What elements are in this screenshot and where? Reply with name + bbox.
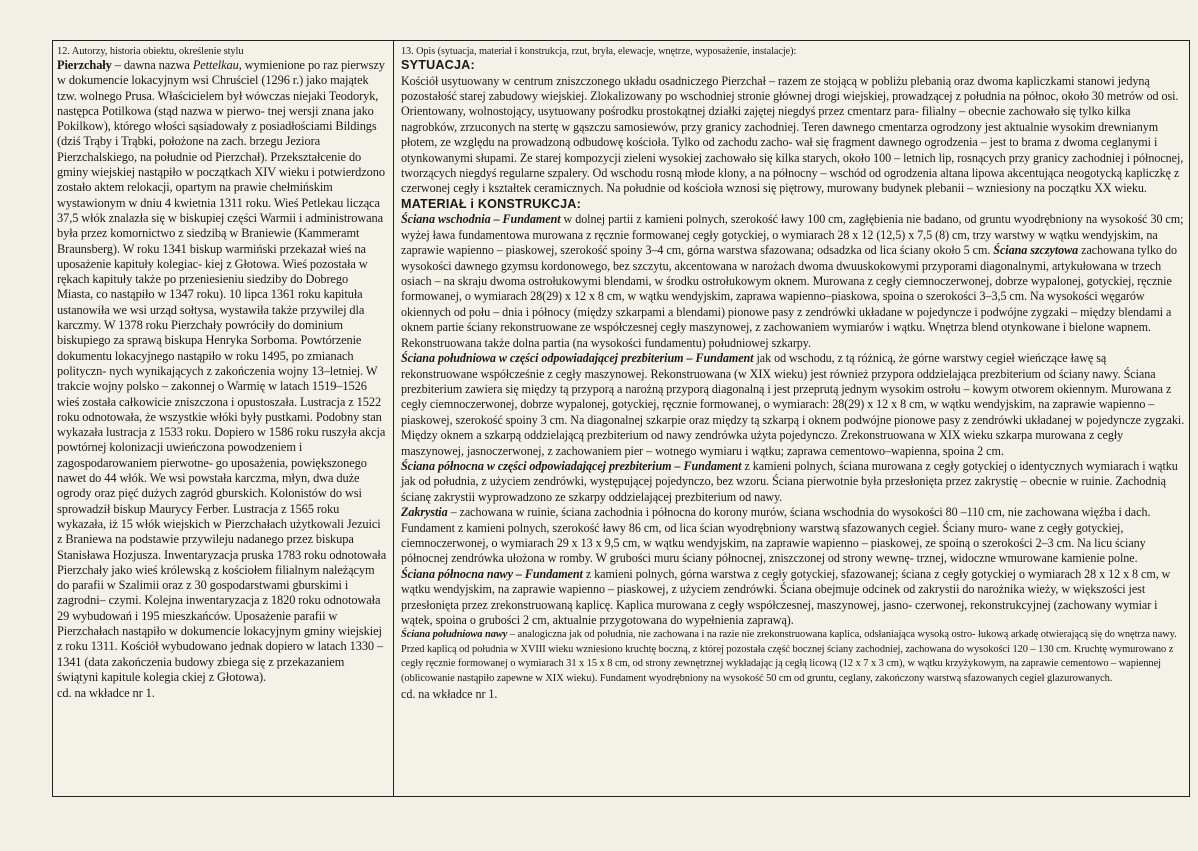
history-footer: cd. na wkładce nr 1. — [57, 686, 155, 701]
column-divider — [393, 41, 394, 796]
north-nave-lead: Ściana północna nawy – Fundament — [401, 566, 583, 581]
north-presbytery-text: z kamieni polnych, ściana murowana z cegły gotyckiej o identycznych wymiarach i wątku jak od południa, z użyciem zendrówki, występującej pojedynczo, bez wzoru. Ściana pierwotnie była przesłonięta przez zakrystię – obecnie w ruinie. Zachodnią ścianę zakrystii wyprowadzono ze szkarpy oddzielającej prezbiterium od nawy. — [401, 458, 1178, 504]
east-wall-text: w dolnej partii z kamieni polnych, szerokość ławy 100 cm, zagłębienia nie badano, od gruntu wyodrębniony na wysokość 30 cm; wyżej ława fundamentowa murowana z ręcznie formowanej cegły gotyckiej, o wymiarach 28 x 12 (12,5) x 7,5 (8) cm, trzy warstwy w wątku wendyjskim, na zaprawie wapienno – piaskowej, szerokość spoiny 3–4 cm, górna warstwa sfazowana; odsadzka od lica ściany około 5 cm. — [401, 212, 1184, 258]
history-lead-bold: Pierzchały — [57, 58, 112, 72]
history-column — [57, 45, 387, 701]
south-nave-lead: Ściana południowa nawy — [401, 629, 508, 641]
east-wall-lead: Ściana wschodnia – Fundament — [401, 212, 561, 227]
description-column — [401, 45, 1185, 702]
paragraph-north-nave — [401, 567, 1185, 629]
history-body — [57, 58, 387, 685]
sytuacja-text: Kościół usytuowany w centrum zniszczonego układu osadniczego Pierzchał – razem ze stojącą w pobliżu plebanią oraz dwoma kapliczkami stanowi jedyną pozostałość starej zabudowy wiejskiej. Zlokalizowany po wschodniej stronie głównej drogi wiejskiej, prowadzącej z południa na północ, około 30 metrów od osi. Orientowany, wolnostojący, usytuowany pośrodku prostokątnej działki zajętej niegdyś przez cmentarz para- filialny – obecnie zachowało się tylko kilka nagrobków, zrzuconych na stertę w gąszczu samosiewów, przy granicy zachodniej. Teren dawnego cmentarza ogrodzony jest aktualnie wysokim drewnianym płotem, ze względu na prowadzoną odbudowę kościoła. Tylko od zachodu zacho- wał się fragment dawnego ogrodzenia – jest to brama z dwoma ceglanymi i otynkowanymi słupami. Ze starej kompozycji zieleni wysokiej zachowało się kilka starych, około 100 – letnich lip, rosnących przy granicy zachodniej i północnej, tworzących niegdyś regularne szpalery. Od wschodu rosną młode klony, a na północny – wschód od ogrodzenia altana lipowa akcentująca neogotycką kapliczkę z czerwonej cegły i kształtek ceramicznych. Na południe od kościoła wznosi się piętrowy, murowany budynek plebanii – wzniesiony na początku XX wieku. — [401, 73, 1184, 196]
history-header: 12. Autorzy, historia obiektu, określenie stylu — [57, 46, 244, 57]
history-lead-italic: Pettelkau, — [192, 58, 242, 72]
history-text: wymienione po raz pierwszy w dokumencie lokacyjnym wsi Chruściel (1296 r.) jako majątek tzw. wolnego Prusa. Właścicielem był wówczas niejaki Teodoryk, następca Potilkowa (stąd nazwa w pierwo- tnej wersji znana jako Pokilkow), którego włości sąsiadowały z posiadłościami Bildings (dziś Trąby i Trąbki, położone na zach. brzegu Jeziora Pierzchalskiego, na południe od Pierzchał). Przekształcenie do gminy wiejskiej nastąpiło w początkach XIV wieku i potwierdzono zostało aktem relokacji, opartym na prawie chełmińskim wystawionym w dniu 4 kwietnia 1311 roku. Wieś Petlekau licząca 37,5 włók znalazła się w biskupiej części Warmii i administrowana była przez komornictwo z siedzibą w Braniewie (Kammeramt Braunsberg). W roku 1341 biskup warmiński przekazał wieś na uposażenie kapituły kolegiac- kiej z Głotowa. Wieś pozostała w rękach kapituły także po przeniesieniu siedziby do Dobrego Miasta, co nastąpiło w 1347 roku). 10 lipca 1361 roku kapituła ustanowiła we wsi urząd sołtysa, wystawiła także przywilej dla karczmy. W 1378 roku Pierzchały powróciły do dominium biskupiego za sprawą biskupa Henryka Sorboma. Powtórzenie dokumentu lokacyjnego nastąpiło w roku 1495, po zmianach polityczn- nych wynikających z zakończenia wojny 13–letniej. W trakcie wojny polsko – zakonnej o Warmię w latach 1519–1526 wieś została całkowicie zniszczona i opustoszała. Lustracja z 1522 roku odnotowała, że wszystkie włóki były pustkami. Podobny stan wykazała lustracja z 1533 roku. Dopiero w 1586 roku ruszyła akcja powtórnej kolonizacji uwieńczona powodzeniem i zagospodarowaniem pierwotne- go uposażenia, powiększonego nawet do 44 włók. We wsi powstała karczma, młyn, dwa duże ogrody oraz pięć dużych zagród gburskich. Kolonistów do wsi sprowadził biskup Maurycy Ferber. Lustracja z 1565 roku wykazała, iż 15 włók wiejskich w Pierzchałach użytkowali Jezuici z Braniewa na podstawie przywileju nadanego przez biskupa Stanisława Hozjusza. Inwentaryzacja pruska 1783 roku odnotowała Pierzchały jako wieś królewską z kościołem filialnym należącym do parafii w Szalimii oraz z 30 gospodarstwami gburskimi i zagrodni– czymi. Kolejna inwentaryzacja z 1820 roku odnotowała 29 wybudowań i 195 mieszkańców. Uposażenie parafii w Pierzchałach nastąpiło w dokumencie lokacyjnym gminy wiejskiej z roku 1311. Kościół wybudowano jednak dopiero w latach 1330 – 1341 (data zakończenia budowy zbiega się z przekazaniem świątyni kapitule kolegia ckiej z Głotowa). — [57, 58, 387, 684]
sytuacja-title: SYTUACJA: — [401, 58, 475, 72]
history-lead-text: – dawna nazwa — [111, 58, 193, 72]
south-presbytery-lead: Ściana południowa w części odpowiadającej prezbiterium – Fundament — [401, 351, 754, 366]
north-presbytery-lead: Ściana północna w części odpowiadającej prezbiterium – Fundament — [401, 458, 742, 473]
description-header: 13. Opis (sytuacja, materiał i konstrukcja, rzut, bryła, elewacje, wnętrze, wyposażenie, instalacje): — [401, 46, 797, 57]
paragraph-north-presbytery — [401, 459, 1185, 505]
paragraph-east-wall — [401, 212, 1185, 351]
paragraph-south-presbytery — [401, 351, 1185, 459]
material-title: MATERIAŁ i KONSTRUKCJA: — [401, 196, 581, 211]
south-presbytery-text: jak od wschodu, z tą różnicą, że górne warstwy cegieł wieńczące ławę są rekonstruowane współcześnie z cegły maszynowej. Rekonstruowana (w XIX wieku) jest również przypora oddzielająca prezbiterium od ściany nawy. Ściana prezbiterium zawiera się między tą przyporą a narożną przyporą diagonalną i jest przeprutą jednym wysokim ostrołu – kowym otworem okiennym. Murowana z cegły ciemnoczerwonej, dobrze wypalonej, gotyckiej, ręcznie formowanej, o wymiarach: 28(29) x 12 x 8 cm, w wątku wendyjskim, na zaprawie wapienno – piaskowej, szerokość spoiny 3 cm. Na diagonalnej szkarpie oraz między tą szkarpą i oknem podwójne pionowe pasy z zendrówki układanej w pojedyncze zygzaki. Między oknem a szkarpą oddzielającą prezbiterium od nawy zendrówka użyta pojedynczo. Zrekonstruowana w XIX wieku szkarpa murowana z cegły maszynowej, jasnoczerwonej, z zachowaniem pier – wotnego wymiaru i wątku; zaprawa cementowo–wapienna, spoina 2 cm. — [401, 351, 1185, 458]
gable-wall-text: zachowana tylko do wysokości dawnego gzymsu kordonowego, bez szczytu, akcentowana w narożach dwoma dwuuskokowymi przyporami diagonalnymi, artykułowana w trzech osiach – na skraju dwoma ostrołukowymi blendami, w środku ostrołukowym oknem. Murowana z cegły ciemnoczerwonej, dobrze wypalonej, gotyckiej, ręcznie formowanej, o wymiarach 28(29) x 12 x 8 cm, w wątku wendyjskim, zaprawa wapienno–piaskowa, spoina o szerokości 3–3,5 cm. Na wysokości węgarów okiennych od połu – dnia i północy (między szkarpami a blendami) pionowe pasy z zendrówki układane w pojedyncze i podwójne zygzaki – między blendami a oknem partie ściany rekonstruowane ze współczesnej cegły maszynowej, z zachowaniem wymiarów i wątku. Wnętrza blend otynkowane i bielone wapnem. Rekonstruowana także dolna partia (na wysokości fundamentu) południowej szkarpy. — [401, 243, 1177, 350]
document-sheet — [52, 40, 1190, 797]
south-nave-text: – analogiczna jak od południa, nie zachowana i na razie nie zrekonstruowana kaplica, odsłaniająca wysoką ostro- łukową arkadę otwierającą się do wnętrza nawy. Przed kaplicą od południa w XVIII wieku wzniesiono kruchtę boczną, z której pozostała część bocznej ściany zachodniej, zachowana do wysokości 120 – 130 cm. Kruchtę wymurowano z cegły ręcznie formowanej o wymiarach 31 x 15 x 8 cm, od strony zewnętrznej wykładając ją cegłą licową (12 x 7 x 3 cm), w wątku krzyżykowym, na zaprawie cementowo – wapiennej (oblicowanie nastąpiło zapewne w XIX wieku). Fundament wyodrębniony na wysokość 50 cm od gruntu, ceglany, zakończony warstwą sfazowanych cegieł glazurowanych. — [401, 629, 1177, 684]
gable-wall-lead: Ściana szczytowa — [993, 243, 1079, 258]
sacristy-lead: Zakrystia — [401, 505, 448, 520]
paragraph-south-nave — [401, 628, 1185, 686]
sacristy-text: – zachowana w ruinie, ściana zachodnia i północna do korony murów, ściana wschodnia do wysokości 80 –110 cm, nie zachowana więźba i dach. Fundament z kamieni polnych, szerokość ławy 86 cm, od lica ścian wyodrębniony warstwą sfazowanych cegieł. Ściany muro- wane z cegły gotyckiej, ciemnoczerwonej, o wymiarach 29 x 13 x 9,5 cm, w wątku wendyjskim, na zaprawie wapienno – piaskowej, ze spoiną o szerokości 2–3 cm. Na licu ściany północnej zendrówka ułożona w romby. W grubości muru ściany północnej, zniszczonej od strony wewnę- trznej, widoczne wmurowane kamienie polne. — [401, 505, 1151, 566]
description-footer: cd. na wkładce nr 1. — [401, 687, 498, 702]
north-nave-text: z kamieni polnych, górna warstwa z cegły gotyckiej, sfazowanej; ściana z cegły gotyckiej o wymiarach 28 x 12 x 8 cm, w wątku wendyjskim, na zaprawie wapienno – piaskowej, z użyciem zendrówki. Ściana obejmuje odcinek od zakrystii do narożnika wieży, w większości jest przesłonięta przez zrekonstruowaną kaplicę. Kaplica murowana z cegły współczesnej, maszynowej, jasno- czerwonej, rekonstrukcyjnej (zachowany wymiar i wątek, spoina o grubości 2 cm, aktualnie przygotowana do wypełnienia zaprawą). — [401, 566, 1171, 627]
paragraph-sacristy — [401, 505, 1185, 567]
